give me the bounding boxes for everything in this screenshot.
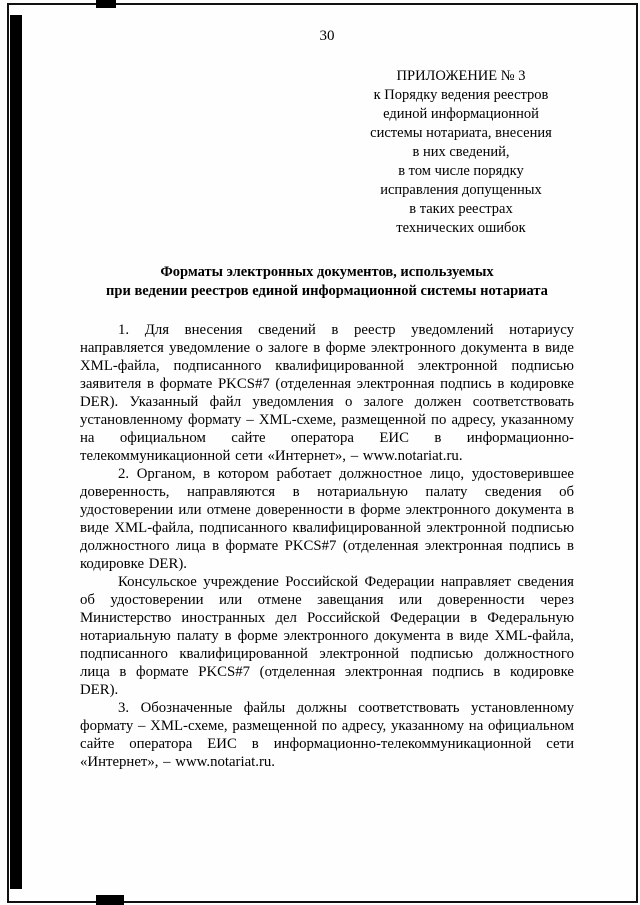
- scan-artifact-top-mark: [96, 0, 116, 8]
- scan-artifact-bottom-mark: [96, 895, 124, 905]
- appendix-line: в них сведений,: [412, 144, 510, 160]
- paragraph-2: 2. Органом, в котором работает должностное лицо, удостоверившее доверенность, направляются в нотариальную палату сведения об удостоверении или отмене доверенности в форме электронного документа в виде XML-файла, подписанного квалифицированной электронной подписью должностного лица в формате PKCS#7 (отделенная электронная подпись в кодировке DER).: [80, 466, 574, 572]
- page-number: 30: [319, 28, 335, 44]
- scan-artifact-left-bar: [10, 15, 22, 889]
- appendix-line: в том числе порядку: [398, 163, 524, 179]
- appendix-line: в таких реестрах: [409, 201, 513, 217]
- appendix-line: единой информационной: [383, 106, 539, 122]
- appendix-line: технических ошибок: [396, 220, 526, 236]
- appendix-block: [350, 67, 572, 238]
- document-content: [80, 28, 574, 771]
- appendix-line: исправления допущенных: [380, 182, 542, 198]
- document-title-line: при ведении реестров единой информационной системы нотариата: [106, 283, 548, 299]
- appendix-title: ПРИЛОЖЕНИЕ № 3: [396, 68, 526, 84]
- paragraph-4: 3. Обозначенные файлы должны соответствовать установленному формату – XML-схеме, размещенной по адресу, указанному на официальном сайте оператора ЕИС в информационно-телекоммуникационной сети «Интернет», – www.notariat.ru.: [80, 700, 574, 770]
- appendix-line: системы нотариата, внесения: [370, 125, 552, 141]
- document-title-line: Форматы электронных документов, используемых: [160, 264, 494, 280]
- appendix-line: к Порядку ведения реестров: [373, 87, 549, 103]
- paragraph-1: 1. Для внесения сведений в реестр уведомлений нотариусу направляется уведомление о залоге в форме электронного документа в виде XML-файла, подписанного квалифицированной электронной подписью заявителя в формате PKCS#7 (отделенная электронная подпись в кодировке DER). Указанный файл уведомления о залоге должен соответствовать установленному формату – XML-схеме, размещенной по адресу, указанному на официальном сайте оператора ЕИС в информационно-телекоммуникационной сети «Интернет», – www.notariat.ru.: [80, 322, 574, 464]
- document-title: [80, 263, 574, 301]
- paragraph-3: Консульское учреждение Российской Федерации направляет сведения об удостоверении или отмене завещания или доверенности через Министерство иностранных дел Российской Федерации в Федеральную нотариальную палату в форме электронного документа в виде XML-файла, подписанного квалифицированной электронной подписью должностного лица в формате PKCS#7 (отделенная электронная подпись в кодировке DER).: [80, 574, 574, 698]
